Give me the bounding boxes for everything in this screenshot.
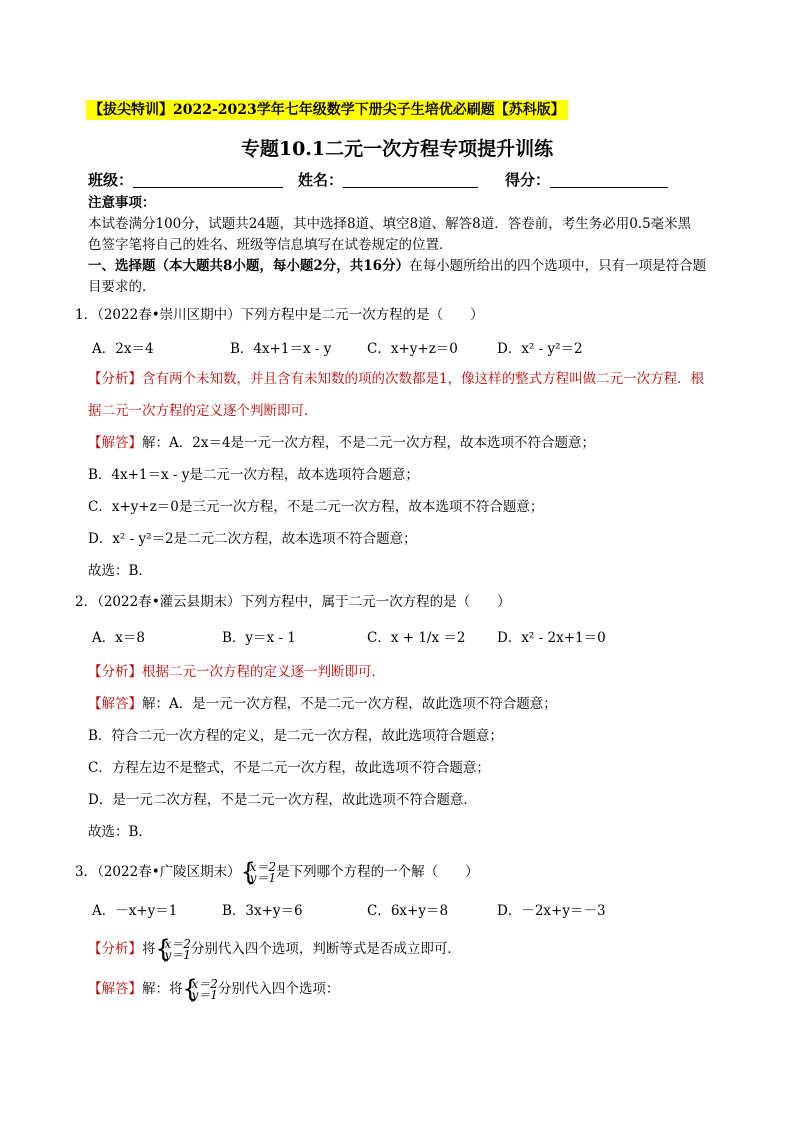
q2-answer-b: B．符合二元一次方程的定义，是二元一次方程，故此选项符合题意；: [88, 728, 503, 744]
score-label: 得分：: [505, 171, 551, 189]
q3-answer-system: [183, 976, 218, 1002]
q2-choice: 故选：B．: [88, 824, 152, 840]
notes-label: 注意事项：: [88, 195, 156, 211]
q3-answer-tag: 【解答】: [88, 981, 142, 997]
notes-line-1: 本试卷满分100分，试题共24题，其中选择8道、填空8道、解答8道．答卷前，考生务必用0.5毫米黑: [88, 216, 692, 232]
q1-option-c: C．x+y+z＝0: [367, 341, 458, 357]
q2-analysis-text: 根据二元一次方程的定义逐一判断即可．: [142, 664, 385, 680]
page-title: 专题10.1二元一次方程专项提升训练: [240, 138, 554, 160]
q1-analysis: [88, 363, 728, 395]
q2-option-c: C．x + 1/x ＝2: [367, 630, 466, 646]
name-blank[interactable]: [343, 171, 478, 188]
q2-answer-c: C．方程左边不是整式，不是二元一次方程，故此选项不符合题意；: [88, 760, 490, 776]
q1-answer-tag: 【解答】: [88, 435, 142, 451]
q1-analysis-tag: 【分析】: [88, 371, 142, 387]
section-heading: [88, 256, 718, 277]
class-blank[interactable]: [133, 171, 283, 188]
q2-answer: [88, 688, 728, 720]
class-label: 班级：: [88, 171, 134, 189]
q2-option-d: D．x² - 2x+1＝0: [497, 630, 606, 646]
notes-line-2: 色签字笔将自己的姓名、班级等信息填写在试卷规定的位置．: [88, 237, 453, 253]
q3-answer-pre: 解：将: [142, 981, 183, 997]
q1-analysis-line-2: 据二元一次方程的定义逐个判断即可．: [88, 403, 318, 419]
q1-option-b: B．4x+1＝x - y: [230, 341, 332, 357]
q3-analysis-pre: 将: [142, 941, 156, 957]
section-heading-line-2: 目要求的．: [88, 279, 156, 295]
q1-option-a: A．2x＝4: [92, 341, 154, 357]
q3-system-y: y＝1: [249, 870, 277, 885]
q2-answer-d: D．是一元二次方程，不是二元一次方程，故此选项不符合题意．: [88, 792, 477, 808]
instructions: [88, 193, 718, 298]
q1-stem: 1．（2022春•崇川区期中）下列方程中是二元一次方程的是（ ）: [75, 307, 484, 323]
q3-option-c: C．6x+y＝8: [367, 903, 449, 919]
q3-analysis-system-y: y＝1: [164, 947, 191, 962]
section-desc: 在每小题所给出的四个选项中，只有一项是符合题: [409, 258, 707, 274]
q2-analysis: [88, 656, 728, 688]
section-title: 一、选择题（本大题共8小题，每小题2分，共16分）: [88, 258, 410, 274]
name-label: 姓名：: [298, 171, 344, 189]
q1-analysis-text: 含有两个未知数，并且含有未知数的项的次数都是1，像这样的整式方程叫做二元一次方程．根: [142, 371, 705, 387]
q2-option-b: B．y＝x - 1: [222, 630, 296, 646]
q3-answer-system-y: y＝1: [191, 987, 218, 1002]
q1-option-d: D．x² - y²＝2: [497, 341, 583, 357]
q3-option-d: D．－2x+y＝－3: [497, 903, 606, 919]
q1-choice: 故选：B．: [88, 563, 152, 579]
q2-solution: [88, 656, 728, 848]
q3-answer: [88, 969, 728, 1009]
q1-answer-c: C．x+y+z＝0是三元一次方程，不是二元一次方程，故本选项不符合题意；: [88, 499, 544, 515]
q3-analysis-post: 分别代入四个选项，判断等式是否成立即可．: [190, 941, 461, 957]
q3-option-b: B．3x+y＝6: [222, 903, 303, 919]
q3-stem-prefix: 3．（2022春•广陵区期末）: [75, 864, 241, 880]
q3-analysis-system-x: { x＝2: [164, 936, 191, 951]
q2-analysis-tag: 【分析】: [88, 664, 142, 680]
q3-solution: [88, 929, 728, 1009]
q1-solution: [88, 363, 728, 587]
q3-analysis-tag: 【分析】: [88, 941, 142, 957]
q3-answer-system-x: { x＝2: [191, 976, 218, 991]
q1-answer-d: D．x² - y²＝2是二元二次方程，故本选项不符合题意；: [88, 531, 417, 547]
q2-answer-tag: 【解答】: [88, 696, 142, 712]
q3-system: [241, 859, 277, 885]
q3-answer-post: 分别代入四个选项：: [217, 981, 340, 997]
q2-stem: 2．（2022春•灌云县期末）下列方程中，属于二元一次方程的是（ ）: [75, 594, 511, 610]
q3-analysis-system: [156, 936, 191, 962]
score-blank[interactable]: [550, 171, 668, 188]
q3-system-x: { x＝2: [249, 859, 277, 874]
q3-stem: [75, 860, 479, 884]
q1-answer-a: 解：A．2x＝4是一元一次方程，不是二元一次方程，故本选项不符合题意；: [142, 435, 596, 451]
q2-answer-a: 解：A．是一元一次方程，不是二元一次方程，故此选项不符合题意；: [142, 696, 557, 712]
series-banner: 【拔尖特训】2022-2023学年七年级数学下册尖子生培优必刷题【苏科版】: [86, 100, 568, 120]
q3-analysis: [88, 929, 728, 969]
q1-answer: [88, 427, 728, 459]
q1-answer-b: B．4x+1＝x - y是二元一次方程，故本选项符合题意；: [88, 467, 419, 483]
q3-stem-suffix: 是下列哪个方程的一个解（ ）: [276, 864, 479, 880]
q3-option-a: A．－x+y＝1: [92, 903, 178, 919]
q2-option-a: A．x＝8: [92, 630, 145, 646]
